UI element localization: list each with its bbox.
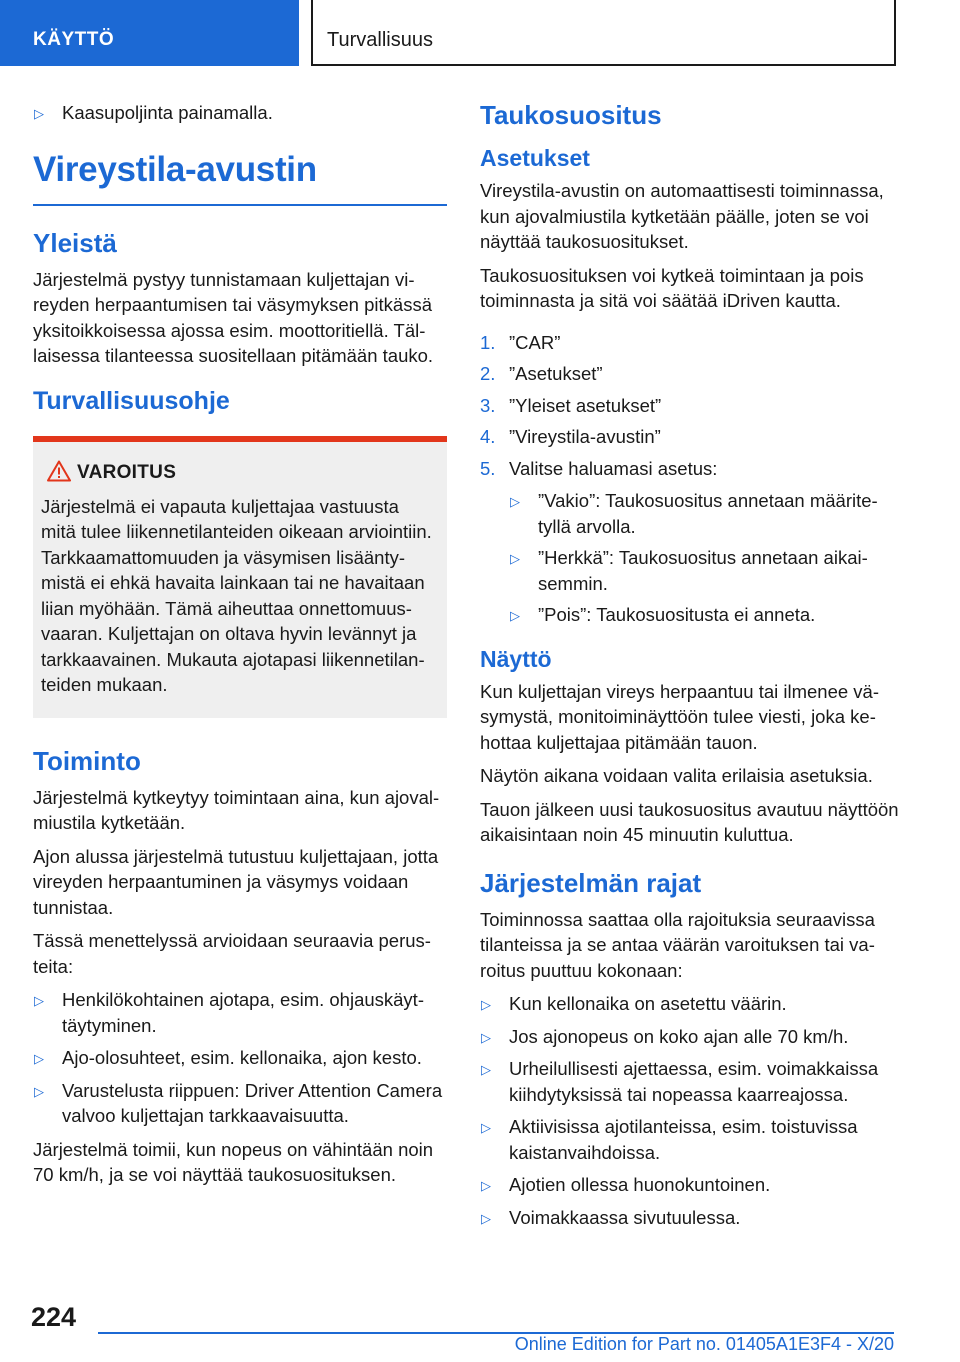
triangle-bullet-icon: ▷ — [481, 1062, 491, 1077]
list-item: 5. Valitse haluamasi asetus: ▷ ”Vakio”: Taukosuositus annetaan määritetyllä arvolla. ▷ ”Herkkä”: Taukosuositus annetaan aikaisemmin. ▷ ”Pois”: Taukosuositusta ei anneta. — [480, 456, 900, 628]
triangle-bullet-icon: ▷ — [481, 1210, 491, 1226]
heading-asetukset: Asetukset — [480, 145, 590, 171]
heading-taukosuositus: Taukosuositus — [480, 100, 662, 130]
list-item: ▷ ”Pois”: Taukosuositusta ei anneta. — [509, 602, 900, 628]
triangle-bullet-icon: ▷ — [510, 551, 520, 566]
steps-list — [480, 330, 900, 628]
heading-jarjestelman-rajat: Järjestelmän rajat — [480, 867, 702, 898]
heading-yleista: Yleistä — [33, 227, 117, 258]
paragraph: Näytön aikana voidaan valita erilaisia asetuksia. — [480, 765, 873, 786]
list-item: ▷ Ajotien ollessa huonokuntoinen. — [480, 1172, 900, 1198]
list-item: 4. ”Vireystila-avustin” — [480, 426, 661, 447]
warning-triangle-icon — [47, 460, 71, 482]
options-list — [509, 488, 900, 628]
list-item: ▷ ”Herkkä”: Taukosuositus annetaan aikaisemmin. — [510, 547, 868, 594]
list-item: ▷ Voimakkaassa sivutuulessa. — [480, 1205, 900, 1231]
paragraph: Kun kuljettajan vireys herpaantuu tai ilmenee väsymystä, monitoiminäyttöön tulee viesti, joka kehottaa kuljettajaa pitämään tauon. — [480, 680, 880, 753]
intro-bullet-list — [33, 100, 447, 126]
triangle-bullet-icon: ▷ — [481, 1178, 491, 1193]
triangle-bullet-icon: ▷ — [34, 993, 44, 1008]
triangle-bullet-icon: ▷ — [481, 1120, 491, 1135]
heading-toiminto: Toiminto — [33, 745, 141, 776]
paragraph: Järjestelmä kytkeytyy toimintaan aina, kun ajovalmiustila kytketään. — [33, 786, 440, 833]
warning-text: Järjestelmä ei vapauta kuljettajaa vastuusta mitä tulee liikennetilanteiden oikeaan arviointiin. Tarkkaamattomuuden ja väsymisen lisääntymistä ei ehkä havaita lainkaan tai ne havaitaan liian myöhään. Tämä aiheuttaa onnettomuusvaaran. Kuljettajan on oltava hyvin levännyt ja tarkkaavainen. Mukauta ajotapasi liikennetilanteiden mukaan. — [41, 495, 432, 695]
page-header — [0, 0, 960, 66]
edition-text: Online Edition for Part no. 01405A1E3F4 - X/20 — [514, 1334, 894, 1354]
paragraph: Vireystila-avustin on automaattisesti toiminnassa, kun ajovalmiustila kytketään päälle, joten se voi näyttää taukosuositukset. — [480, 180, 884, 252]
paragraph: Taukosuosituksen voi kytkeä toimintaan ja pois toiminnasta ja sitä voi säätää iDriven kautta. — [480, 264, 864, 311]
limits-list — [480, 991, 900, 1230]
triangle-bullet-icon: ▷ — [510, 608, 520, 623]
criteria-list — [33, 987, 447, 1129]
triangle-bullet-icon: ▷ — [510, 494, 520, 509]
page-number: 224 — [31, 1302, 77, 1332]
list-item: 2. ”Asetukset” — [480, 363, 603, 384]
triangle-bullet-icon: ▷ — [34, 1083, 44, 1099]
left-column — [33, 100, 447, 1196]
page-title: Vireystila-avustin — [33, 150, 447, 206]
warning-box — [33, 436, 447, 718]
triangle-bullet-icon: ▷ — [34, 106, 44, 121]
paragraph: Tässä menettelyssä arvioidaan seuraavia perusteita: — [33, 930, 431, 977]
list-item: ▷ Kaasupoljinta painamalla. — [33, 100, 447, 126]
triangle-bullet-icon: ▷ — [34, 1051, 44, 1066]
paragraph: Toiminnossa saattaa olla rajoituksia seuraavissa tilanteissa ja se antaa väärän varoituksen tai varoitus puuttuu kokonaan: — [480, 908, 875, 981]
heading-naytto: Näyttö — [480, 645, 552, 672]
list-item: 1. ”CAR” — [480, 331, 561, 353]
warning-title: VAROITUS — [41, 462, 433, 484]
right-column — [480, 100, 900, 1238]
list-item: ▷ ”Vakio”: Taukosuositus annetaan määritetyllä arvolla. — [510, 490, 878, 537]
list-item: ▷ Kun kellonaika on asetettu väärin. — [480, 991, 900, 1017]
chapter-title: Turvallisuus — [311, 0, 896, 66]
paragraph: Järjestelmä pystyy tunnistamaan kuljettajan vireyden herpaantumisen tai väsymyksen pitkässä yksitoikkoisessa ajossa esim. moottoritiellä. Tällaisessa tilanteessa suositellaan pitämään tauko. — [33, 268, 434, 366]
list-item: ▷ Henkilökohtainen ajotapa, esim. ohjauskäyttäytyminen. — [34, 989, 424, 1036]
paragraph: Ajon alussa järjestelmä tutustuu kuljettajaan, jotta vireyden herpaantuminen ja väsymys voidaan tunnistaa. — [33, 845, 439, 918]
list-item: ▷ Varustelusta riippuen: Driver Attention Camera valvoo kuljettajan tarkkaavaisuutta. — [34, 1079, 443, 1126]
section-tab: KÄYTTÖ — [0, 0, 299, 66]
list-item: 3. ”Yleiset asetukset” — [480, 394, 662, 416]
paragraph: Tauon jälkeen uusi taukosuositus avautuu näyttöön aikaisintaan noin 45 minuutin kuluttua. — [480, 798, 899, 845]
list-item: ▷ Urheilullisesti ajettaessa, esim. voimakkaissa kiihdytyksissä tai nopeassa kaarreajossa. — [481, 1058, 879, 1105]
paragraph: Järjestelmä toimii, kun nopeus on vähintään noin 70 km/h, ja se voi näyttää taukosuosituksen. — [33, 1138, 434, 1185]
page-footer — [0, 1290, 960, 1362]
list-item: ▷ Ajo-olosuhteet, esim. kellonaika, ajon kesto. — [33, 1045, 447, 1071]
list-item: ▷ Aktiivisissa ajotilanteissa, esim. toistuvissa kaistanvaihdoissa. — [481, 1116, 858, 1163]
triangle-bullet-icon: ▷ — [481, 1029, 491, 1045]
triangle-bullet-icon: ▷ — [481, 997, 491, 1012]
list-item: ▷ Jos ajonopeus on koko ajan alle 70 km/h. — [480, 1024, 900, 1050]
heading-turvallisuusohje: Turvallisuusohje — [33, 386, 230, 415]
